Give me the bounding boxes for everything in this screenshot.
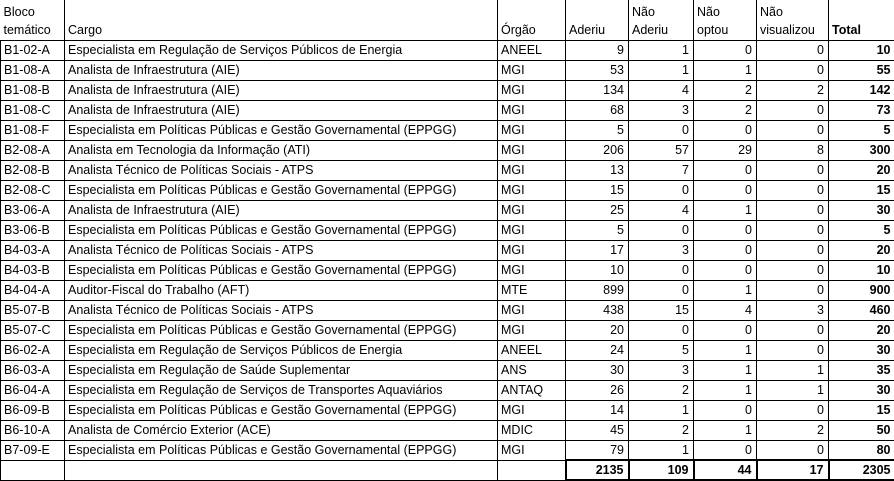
cell-total[interactable]: 80 xyxy=(829,440,894,460)
cell-total[interactable]: 15 xyxy=(829,180,894,200)
totals-cell-orgao[interactable] xyxy=(498,460,566,480)
table-row xyxy=(1,420,894,440)
column-header-aderiu[interactable]: Aderiu xyxy=(566,0,629,40)
cell-nao-visualizou[interactable]: 0 xyxy=(757,260,829,280)
cell-nao-aderiu[interactable]: 1 xyxy=(629,60,694,80)
cell-orgao[interactable]: MGI xyxy=(498,440,566,460)
table-row xyxy=(1,400,894,420)
column-header-nao-optou[interactable]: Não optou xyxy=(694,0,757,40)
cell-nao-visualizou[interactable]: 0 xyxy=(757,160,829,180)
cell-nao-optou[interactable]: 0 xyxy=(694,320,757,340)
cell-nao-optou[interactable]: 0 xyxy=(694,400,757,420)
cell-orgao[interactable]: MGI xyxy=(498,260,566,280)
totals-cell-aderiu[interactable]: 2135 xyxy=(566,460,629,480)
cell-nao-aderiu[interactable]: 7 xyxy=(629,160,694,180)
cell-aderiu[interactable]: 5 xyxy=(566,220,629,240)
cell-cargo[interactable]: Especialista em Políticas Públicas e Gestão Governamental (EPPGG) xyxy=(65,440,498,460)
column-header-nao-visualizou[interactable]: Não visualizou xyxy=(757,0,829,40)
cell-orgao[interactable]: MGI xyxy=(498,320,566,340)
cell-orgao[interactable]: MGI xyxy=(498,100,566,120)
cell-orgao[interactable]: MGI xyxy=(498,300,566,320)
table-header xyxy=(1,0,894,40)
cell-aderiu[interactable]: 206 xyxy=(566,140,629,160)
cell-nao-visualizou[interactable]: 0 xyxy=(757,220,829,240)
cell-bloco[interactable]: B2-08-A xyxy=(1,140,65,160)
cell-nao-aderiu[interactable]: 0 xyxy=(629,220,694,240)
cell-orgao[interactable]: MTE xyxy=(498,280,566,300)
cell-nao-visualizou[interactable]: 0 xyxy=(757,440,829,460)
table-row xyxy=(1,260,894,280)
cell-nao-visualizou[interactable]: 0 xyxy=(757,400,829,420)
cell-nao-visualizou[interactable]: 0 xyxy=(757,340,829,360)
cell-nao-optou[interactable]: 0 xyxy=(694,240,757,260)
cell-orgao[interactable]: MGI xyxy=(498,160,566,180)
cell-total[interactable]: 30 xyxy=(829,200,894,220)
cell-nao-aderiu[interactable]: 3 xyxy=(629,100,694,120)
cell-nao-optou[interactable]: 1 xyxy=(694,60,757,80)
cell-nao-optou[interactable]: 1 xyxy=(694,200,757,220)
cell-cargo[interactable]: Analista Técnico de Políticas Sociais - ATPS xyxy=(65,160,498,180)
table-row xyxy=(1,380,894,400)
cell-bloco[interactable]: B7-09-E xyxy=(1,440,65,460)
table-row xyxy=(1,200,894,220)
cell-nao-aderiu[interactable]: 1 xyxy=(629,40,694,60)
cell-orgao[interactable]: ANEEL xyxy=(498,340,566,360)
table-row xyxy=(1,440,894,460)
cell-nao-aderiu[interactable]: 4 xyxy=(629,200,694,220)
cell-orgao[interactable]: ANEEL xyxy=(498,40,566,60)
cell-bloco[interactable]: B1-08-B xyxy=(1,80,65,100)
cell-total[interactable]: 300 xyxy=(829,140,894,160)
cell-orgao[interactable]: MGI xyxy=(498,240,566,260)
cell-aderiu[interactable]: 24 xyxy=(566,340,629,360)
cell-cargo[interactable]: Especialista em Políticas Públicas e Gestão Governamental (EPPGG) xyxy=(65,400,498,420)
cell-nao-visualizou[interactable]: 2 xyxy=(757,420,829,440)
column-header-total[interactable]: Total xyxy=(829,0,894,40)
cell-aderiu[interactable]: 79 xyxy=(566,440,629,460)
cell-aderiu[interactable]: 134 xyxy=(566,80,629,100)
cell-total[interactable]: 10 xyxy=(829,40,894,60)
cell-aderiu[interactable]: 20 xyxy=(566,320,629,340)
cell-bloco[interactable]: B4-04-A xyxy=(1,280,65,300)
cell-nao-optou[interactable]: 0 xyxy=(694,220,757,240)
cell-nao-visualizou[interactable]: 0 xyxy=(757,100,829,120)
totals-cell-total[interactable]: 2305 xyxy=(829,460,894,480)
cell-nao-visualizou[interactable]: 2 xyxy=(757,80,829,100)
cell-bloco[interactable]: B3-06-A xyxy=(1,200,65,220)
cell-orgao[interactable]: MGI xyxy=(498,140,566,160)
cell-nao-optou[interactable]: 0 xyxy=(694,40,757,60)
cell-aderiu[interactable]: 5 xyxy=(566,120,629,140)
cell-total[interactable]: 15 xyxy=(829,400,894,420)
cell-aderiu[interactable]: 13 xyxy=(566,160,629,180)
cell-nao-aderiu[interactable]: 0 xyxy=(629,320,694,340)
column-header-bloco-tematico[interactable]: Bloco temático xyxy=(1,0,65,40)
cell-nao-aderiu[interactable]: 3 xyxy=(629,240,694,260)
cell-bloco[interactable]: B5-07-B xyxy=(1,300,65,320)
cell-cargo[interactable]: Especialista em Políticas Públicas e Gestão Governamental (EPPGG) xyxy=(65,180,498,200)
table-row xyxy=(1,180,894,200)
table-row xyxy=(1,100,894,120)
cell-orgao[interactable]: MGI xyxy=(498,400,566,420)
cell-total[interactable]: 5 xyxy=(829,220,894,240)
cell-cargo[interactable]: Auditor-Fiscal do Trabalho (AFT) xyxy=(65,280,498,300)
cell-total[interactable]: 30 xyxy=(829,380,894,400)
cell-orgao[interactable]: MGI xyxy=(498,200,566,220)
cell-nao-visualizou[interactable]: 0 xyxy=(757,60,829,80)
cell-bloco[interactable]: B6-03-A xyxy=(1,360,65,380)
cell-nao-optou[interactable]: 2 xyxy=(694,100,757,120)
cell-orgao[interactable]: MDIC xyxy=(498,420,566,440)
cell-aderiu[interactable]: 17 xyxy=(566,240,629,260)
table-row xyxy=(1,340,894,360)
cell-total[interactable]: 10 xyxy=(829,260,894,280)
table-footer xyxy=(1,460,894,480)
cell-nao-aderiu[interactable]: 57 xyxy=(629,140,694,160)
cell-nao-optou[interactable]: 1 xyxy=(694,280,757,300)
cell-cargo[interactable]: Especialista em Regulação de Serviços Públicos de Energia xyxy=(65,340,498,360)
table-row xyxy=(1,40,894,60)
cell-bloco[interactable]: B4-03-B xyxy=(1,260,65,280)
cell-nao-visualizou[interactable]: 3 xyxy=(757,300,829,320)
cell-nao-optou[interactable]: 2 xyxy=(694,80,757,100)
table-row xyxy=(1,360,894,380)
cell-orgao[interactable]: MGI xyxy=(498,220,566,240)
cell-cargo[interactable]: Especialista em Políticas Públicas e Gestão Governamental (EPPGG) xyxy=(65,320,498,340)
cell-aderiu[interactable]: 25 xyxy=(566,200,629,220)
cell-nao-optou[interactable]: 0 xyxy=(694,120,757,140)
cell-cargo[interactable]: Analista Técnico de Políticas Sociais - ATPS xyxy=(65,300,498,320)
table-body xyxy=(1,40,894,460)
cell-aderiu[interactable]: 9 xyxy=(566,40,629,60)
cell-bloco[interactable]: B5-07-C xyxy=(1,320,65,340)
totals-row xyxy=(1,460,894,480)
table-row xyxy=(1,320,894,340)
cell-orgao[interactable]: MGI xyxy=(498,180,566,200)
cell-aderiu[interactable]: 15 xyxy=(566,180,629,200)
totals-cell-nao-visualizou[interactable]: 17 xyxy=(757,460,829,480)
cell-nao-aderiu[interactable]: 5 xyxy=(629,340,694,360)
table-row xyxy=(1,120,894,140)
cell-cargo[interactable]: Especialista em Políticas Públicas e Gestão Governamental (EPPGG) xyxy=(65,220,498,240)
totals-cell-nao-optou[interactable]: 44 xyxy=(694,460,757,480)
cell-orgao[interactable]: MGI xyxy=(498,120,566,140)
cell-nao-optou[interactable]: 0 xyxy=(694,160,757,180)
cell-cargo[interactable]: Analista de Infraestrutura (AIE) xyxy=(65,60,498,80)
cell-aderiu[interactable]: 899 xyxy=(566,280,629,300)
cell-cargo[interactable]: Especialista em Regulação de Serviços Públicos de Energia xyxy=(65,40,498,60)
cell-nao-visualizou[interactable]: 0 xyxy=(757,180,829,200)
cell-bloco[interactable]: B6-10-A xyxy=(1,420,65,440)
cell-cargo[interactable]: Analista de Comércio Exterior (ACE) xyxy=(65,420,498,440)
table-row xyxy=(1,160,894,180)
cell-orgao[interactable]: ANTAQ xyxy=(498,380,566,400)
cell-bloco[interactable]: B1-08-C xyxy=(1,100,65,120)
cell-bloco[interactable]: B2-08-B xyxy=(1,160,65,180)
cell-aderiu[interactable]: 68 xyxy=(566,100,629,120)
cell-nao-visualizou[interactable]: 0 xyxy=(757,240,829,260)
cell-nao-optou[interactable]: 0 xyxy=(694,180,757,200)
totals-cell-bloco[interactable] xyxy=(1,460,65,480)
totals-cell-cargo[interactable] xyxy=(65,460,498,480)
cell-aderiu[interactable]: 26 xyxy=(566,380,629,400)
cell-total[interactable]: 900 xyxy=(829,280,894,300)
cell-bloco[interactable]: B6-09-B xyxy=(1,400,65,420)
cell-nao-aderiu[interactable]: 3 xyxy=(629,360,694,380)
cell-nao-optou[interactable]: 1 xyxy=(694,340,757,360)
cell-aderiu[interactable]: 14 xyxy=(566,400,629,420)
cell-nao-optou[interactable]: 1 xyxy=(694,380,757,400)
column-header-cargo[interactable]: Cargo xyxy=(65,0,498,40)
cell-nao-visualizou[interactable]: 0 xyxy=(757,40,829,60)
cell-total[interactable]: 5 xyxy=(829,120,894,140)
table-row xyxy=(1,240,894,260)
cell-total[interactable]: 20 xyxy=(829,160,894,180)
cell-nao-visualizou[interactable]: 1 xyxy=(757,380,829,400)
cell-bloco[interactable]: B1-02-A xyxy=(1,40,65,60)
cell-nao-visualizou[interactable]: 1 xyxy=(757,360,829,380)
cell-cargo[interactable]: Analista de Infraestrutura (AIE) xyxy=(65,200,498,220)
cell-nao-visualizou[interactable]: 0 xyxy=(757,120,829,140)
cell-bloco[interactable]: B2-08-C xyxy=(1,180,65,200)
table-row xyxy=(1,60,894,80)
cell-nao-aderiu[interactable]: 2 xyxy=(629,420,694,440)
table-row xyxy=(1,300,894,320)
cell-nao-aderiu[interactable]: 2 xyxy=(629,380,694,400)
table-row xyxy=(1,280,894,300)
cell-nao-aderiu[interactable]: 15 xyxy=(629,300,694,320)
cell-total[interactable]: 35 xyxy=(829,360,894,380)
cell-total[interactable]: 20 xyxy=(829,320,894,340)
cell-nao-aderiu[interactable]: 0 xyxy=(629,180,694,200)
cell-aderiu[interactable]: 45 xyxy=(566,420,629,440)
cell-total[interactable]: 142 xyxy=(829,80,894,100)
cell-bloco[interactable]: B6-04-A xyxy=(1,380,65,400)
cell-aderiu[interactable]: 10 xyxy=(566,260,629,280)
column-header-orgao[interactable]: Órgão xyxy=(498,0,566,40)
cell-nao-optou[interactable]: 29 xyxy=(694,140,757,160)
cell-nao-optou[interactable]: 1 xyxy=(694,420,757,440)
cell-nao-visualizou[interactable]: 0 xyxy=(757,200,829,220)
cell-nao-optou[interactable]: 0 xyxy=(694,260,757,280)
cell-bloco[interactable]: B6-02-A xyxy=(1,340,65,360)
cell-orgao[interactable]: ANS xyxy=(498,360,566,380)
cell-nao-aderiu[interactable]: 0 xyxy=(629,260,694,280)
cell-nao-aderiu[interactable]: 0 xyxy=(629,120,694,140)
cell-bloco[interactable]: B1-08-F xyxy=(1,120,65,140)
cell-nao-optou[interactable]: 0 xyxy=(694,440,757,460)
table-row xyxy=(1,80,894,100)
cell-aderiu[interactable]: 438 xyxy=(566,300,629,320)
cell-nao-aderiu[interactable]: 0 xyxy=(629,280,694,300)
cell-nao-optou[interactable]: 1 xyxy=(694,360,757,380)
cell-orgao[interactable]: MGI xyxy=(498,80,566,100)
header-row xyxy=(1,0,894,40)
cell-cargo[interactable]: Especialista em Políticas Públicas e Gestão Governamental (EPPGG) xyxy=(65,120,498,140)
cell-total[interactable]: 460 xyxy=(829,300,894,320)
table-row xyxy=(1,220,894,240)
cell-nao-visualizou[interactable]: 0 xyxy=(757,280,829,300)
table-row xyxy=(1,140,894,160)
cell-bloco[interactable]: B3-06-B xyxy=(1,220,65,240)
cell-total[interactable]: 20 xyxy=(829,240,894,260)
cell-total[interactable]: 50 xyxy=(829,420,894,440)
cell-aderiu[interactable]: 30 xyxy=(566,360,629,380)
column-header-nao-aderiu[interactable]: Não Aderiu xyxy=(629,0,694,40)
cell-nao-aderiu[interactable]: 1 xyxy=(629,440,694,460)
cell-cargo[interactable]: Analista Técnico de Políticas Sociais - ATPS xyxy=(65,240,498,260)
cell-cargo[interactable]: Especialista em Regulação de Serviços de Transportes Aquaviários xyxy=(65,380,498,400)
cell-nao-visualizou[interactable]: 8 xyxy=(757,140,829,160)
totals-cell-nao-aderiu[interactable]: 109 xyxy=(629,460,694,480)
cell-total[interactable]: 73 xyxy=(829,100,894,120)
cell-total[interactable]: 55 xyxy=(829,60,894,80)
cell-nao-optou[interactable]: 4 xyxy=(694,300,757,320)
cell-nao-visualizou[interactable]: 0 xyxy=(757,320,829,340)
cell-nao-aderiu[interactable]: 4 xyxy=(629,80,694,100)
cell-orgao[interactable]: MGI xyxy=(498,60,566,80)
cell-aderiu[interactable]: 53 xyxy=(566,60,629,80)
cell-cargo[interactable]: Analista em Tecnologia da Informação (ATI) xyxy=(65,140,498,160)
cell-bloco[interactable]: B1-08-A xyxy=(1,60,65,80)
cell-cargo[interactable]: Especialista em Regulação de Saúde Suplementar xyxy=(65,360,498,380)
cell-total[interactable]: 30 xyxy=(829,340,894,360)
cell-nao-aderiu[interactable]: 1 xyxy=(629,400,694,420)
cell-bloco[interactable]: B4-03-A xyxy=(1,240,65,260)
cell-cargo[interactable]: Analista de Infraestrutura (AIE) xyxy=(65,80,498,100)
cell-cargo[interactable]: Especialista em Políticas Públicas e Gestão Governamental (EPPGG) xyxy=(65,260,498,280)
cell-cargo[interactable]: Analista de Infraestrutura (AIE) xyxy=(65,100,498,120)
